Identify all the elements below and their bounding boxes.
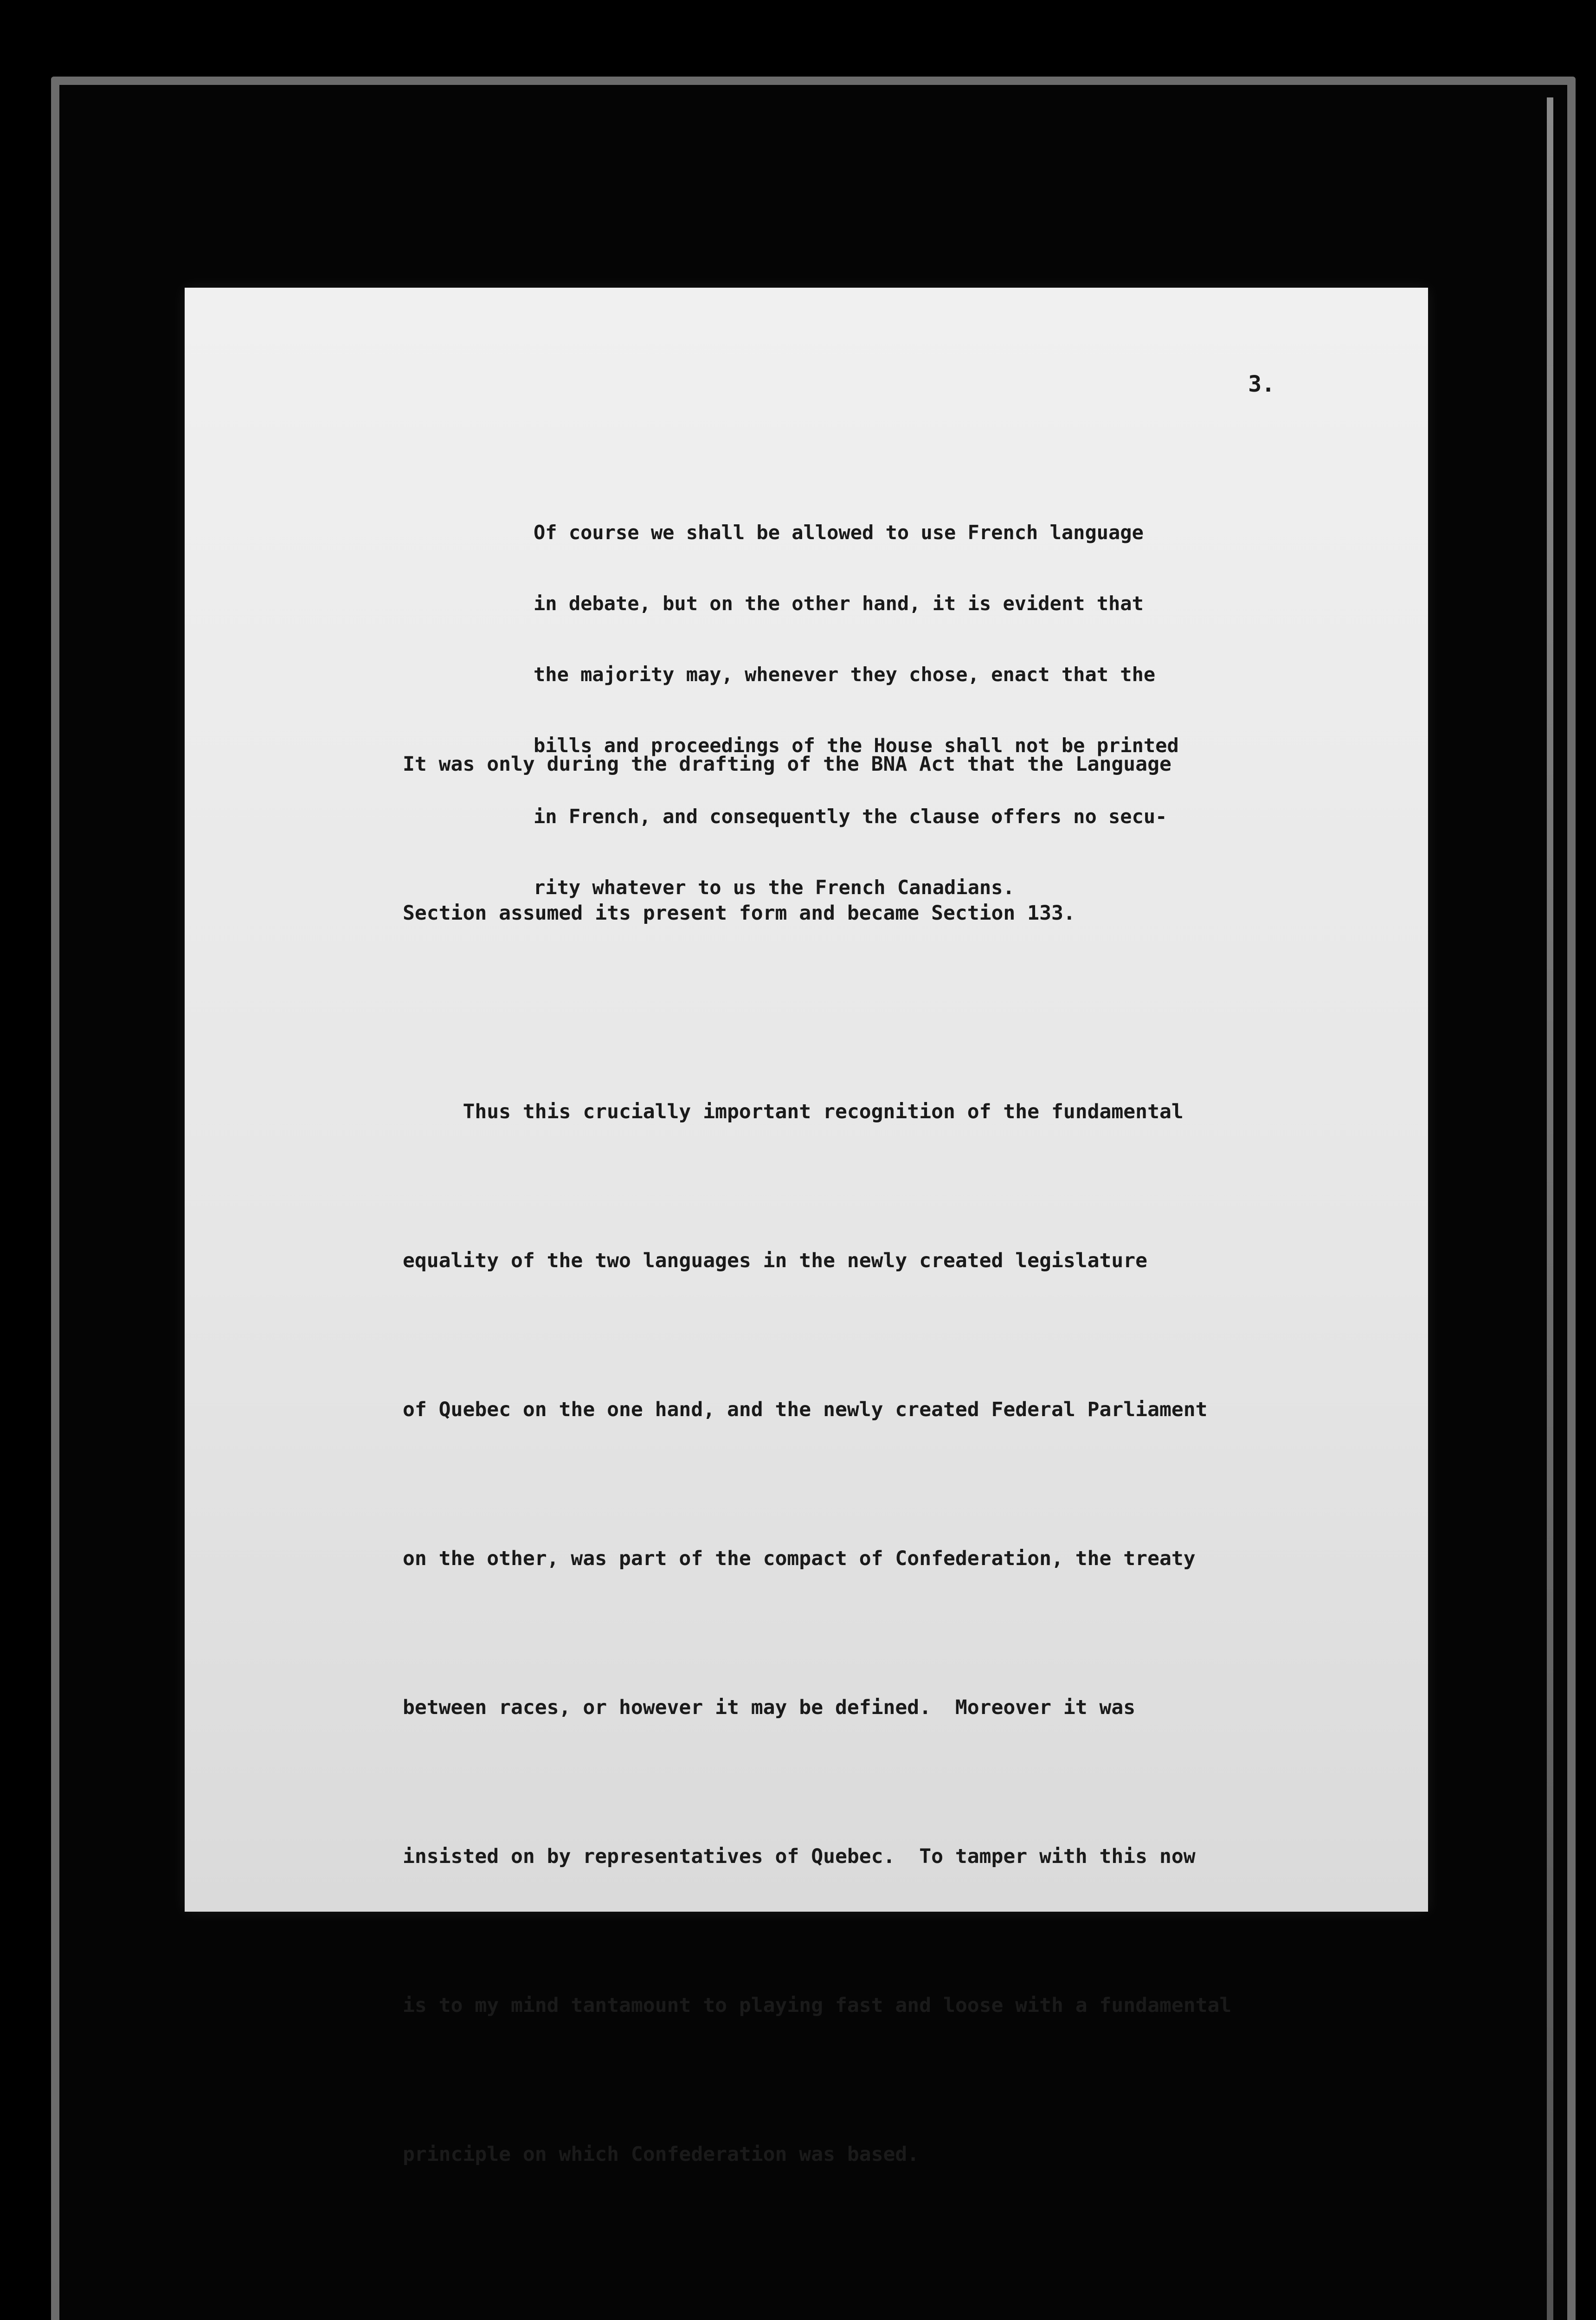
text-line: equality of the two languages in the newly created legislature <box>403 1249 1148 1272</box>
text-line: is to my mind tantamount to playing fast and loose with a fundamental <box>403 1994 1232 2017</box>
film-edge <box>1547 97 1553 2320</box>
body-text <box>403 640 1423 2320</box>
text-line: of Quebec on the one hand, and the newly created Federal Parliament <box>403 1398 1208 1421</box>
quote-line: rity whatever to us the French Canadians. <box>534 876 1015 899</box>
text-line: Thus this crucially important recognition of the fundamental <box>403 1100 1184 1123</box>
text-line: Section assumed its present form and became Section 133. <box>403 902 1075 925</box>
quote-line: in French, and consequently the clause offers no secu- <box>534 805 1167 828</box>
quote-line: Of course we shall be allowed to use French language <box>534 521 1144 544</box>
quote-line: the majority may, whenever they chose, enact that the <box>534 663 1156 686</box>
text-line: insisted on by representatives of Quebec. To tamper with this now <box>403 1845 1196 1868</box>
text-line: between races, or however it may be defined. Moreover it was <box>403 1696 1136 1719</box>
document-page <box>185 288 1428 2166</box>
text-line: It was only during the drafting of the BNA Act that the Language <box>403 753 1171 776</box>
text-line: principle on which Confederation was based. <box>403 2143 920 2166</box>
text-line: on the other, was part of the compact of Confederation, the treaty <box>403 1547 1196 1570</box>
page-number: 3. <box>1248 371 1275 397</box>
quote-line: in debate, but on the other hand, it is evident that <box>534 592 1144 615</box>
quote-line: bills and proceedings of the House shall not be printed <box>534 734 1179 757</box>
